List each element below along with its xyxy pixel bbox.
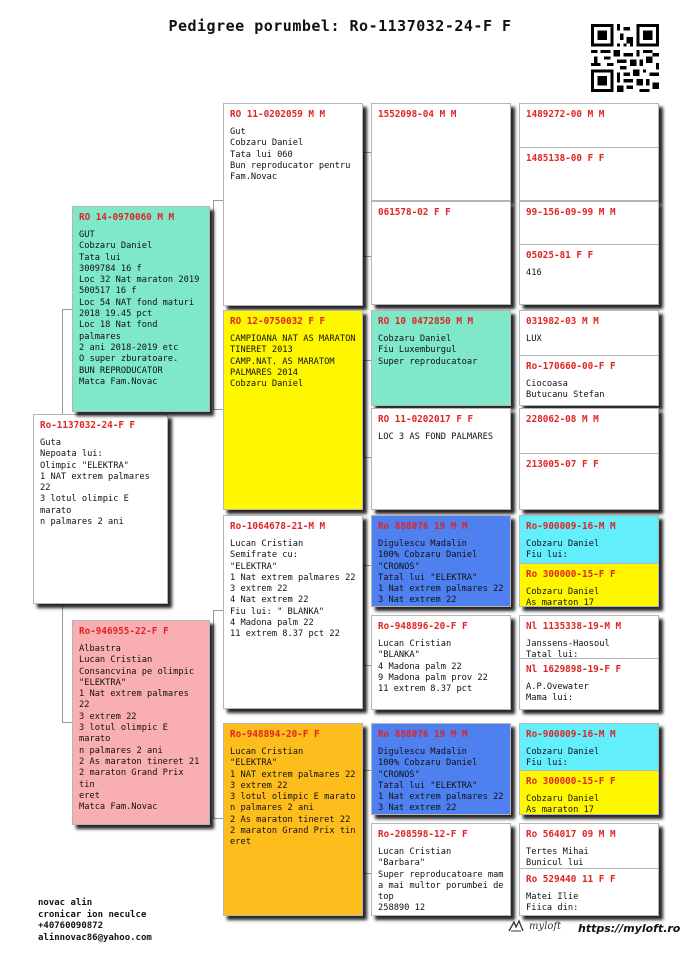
pigeon-notes: Cobzaru Daniel As maraton 17 <box>526 587 600 606</box>
pigeon-notes: Cobzaru Daniel Fiu lui: <box>526 539 600 561</box>
connector-line <box>213 610 223 611</box>
ring-number: 031982-03 M M <box>526 316 599 327</box>
ring-number: Ro-948896-20-F F <box>378 621 468 632</box>
pigeon-notes: Digulescu Madalin 100% Cobzaru Daniel "CRONOS" Tatal lui "ELEKTRA" 1 Nat extrem palmares 22 3 Nat extrem 22 <box>378 747 504 814</box>
pigeon-notes: Tertes Mihai Bunicul lui <box>526 847 589 868</box>
grandparent-card <box>223 310 363 510</box>
gen4-pair-card <box>519 408 659 510</box>
ring-number: Ro-900009-16-M M <box>526 729 616 740</box>
pigeon-notes: Cobzaru Daniel Fiu lui: <box>526 747 600 769</box>
connector-line <box>213 818 223 819</box>
owner-contact: novac alin cronicar ion neculce +40760090872 alinnovac86@yahoo.com <box>38 898 152 943</box>
great-grandparent-card <box>371 615 511 710</box>
pigeon-notes: CAMPIOANA NAT AS MARATON TINERET 2013 CAMP.NAT. AS MARATOM PALMARES 2014 Cobzaru Daniel <box>230 334 356 390</box>
gen4-pair-card <box>519 103 659 201</box>
pigeon-notes: Lucan Cristian Semifrate cu: "ELEKTRA" 1 Nat extrem palmares 22 3 extrem 22 4 Nat extrem 22 Fiu lui: " BLANKA" 4 Madona palm 22 11 extrem 8.37 pct 22 <box>230 539 356 640</box>
pigeon-notes: Lucan Cristian "Barbara" Super reproducatoare mam a mai multor porumbei de top 258890 12 <box>378 847 504 914</box>
pigeon-notes: LOC 3 AS FOND PALMARES <box>378 432 494 442</box>
pigeon-notes: Guta Nepoata lui: Olimpic "ELEKTRA" 1 NAT extrem palmares 22 3 lotul olimpic E marato n palmares 2 ani <box>40 438 150 528</box>
dam-card <box>72 620 210 825</box>
ring-number: Ro 300000-15-F F <box>526 569 616 580</box>
connector-line <box>363 873 371 874</box>
gen4-pair-card <box>519 515 659 607</box>
pigeon-notes: 416 <box>526 268 542 278</box>
connector-line <box>213 200 223 201</box>
ring-number: Ro-948894-20-F F <box>230 729 320 740</box>
connector-line <box>363 770 371 771</box>
pigeon-notes: Janssens-Haosoul Tatal lui: <box>526 639 610 658</box>
ring-number: 061578-02 F F <box>378 207 451 218</box>
pigeon-notes: Albastra Lucan Cristian Consancvina pe olimpic "ELEKTRA" 1 Nat extrem palmares 22 3 extrem 22 3 lotul olimpic E marato n palmares 2 ani 2 As maraton tineret 21 2 maraton Grand Prix tin eret Matca Fam.Novac <box>79 644 200 813</box>
great-grandparent-card <box>371 515 511 607</box>
page-title: Pedigree porumbel: Ro-1137032-24-F F <box>168 17 512 35</box>
great-grandparent-card <box>371 723 511 815</box>
ring-number: Nl 1629898-19-F F <box>526 664 622 675</box>
pigeon-notes: Gut Cobzaru Daniel Tata lui 060 Bun reproducator pentru Fam.Novac <box>230 127 351 183</box>
myloft-logo-icon <box>508 919 524 933</box>
ring-number: Ro 300000-15-F F <box>526 776 616 787</box>
connector-line <box>363 770 364 873</box>
ring-number: Ro-946955-22-F F <box>79 626 169 637</box>
sire-card <box>72 206 210 412</box>
gen4-pair-card <box>519 823 659 916</box>
brand-name: myloft <box>529 920 562 932</box>
ring-number: RO 12-0750032 F F <box>230 316 326 327</box>
pigeon-notes: GUT Cobzaru Daniel Tata lui 3009784 16 f Loc 32 Nat maraton 2019 500517 16 f Loc 54 NAT fond maturi 2018 19.45 pct Loc 18 Nat fond palmares 2 ani 2018-2019 etc O super zburatoare. BUN REPRODUCATOR Matca Fam.Novac <box>79 230 200 387</box>
ring-number: 1489272-00 M M <box>526 109 605 120</box>
ring-number: 99-156-09-99 M M <box>526 207 616 218</box>
connector-line <box>62 722 72 723</box>
brand-logo <box>508 919 561 933</box>
ring-number: RO 10 0472850 M M <box>378 316 474 327</box>
ring-number: Ro-900009-16-M M <box>526 521 616 532</box>
great-grandparent-card <box>371 823 511 916</box>
connector-line <box>363 565 364 665</box>
connector-line <box>62 309 72 310</box>
pigeon-notes: Matei Ilie Fiica din: <box>526 892 579 914</box>
ring-number: 213005-07 F F <box>526 459 599 470</box>
brand-url-link[interactable]: https://myloft.ro <box>578 922 681 935</box>
gen4-pair-card <box>519 723 659 815</box>
grandparent-card <box>223 515 363 709</box>
ring-number: Ro 564017 09 M M <box>526 829 616 840</box>
ring-number: Ro 888076 19 M M <box>378 521 468 532</box>
ring-number: 1485138-00 F F <box>526 153 605 164</box>
connector-line <box>213 610 214 818</box>
ring-number: Ro 529440 11 F F <box>526 874 616 885</box>
gen4-pair-card <box>519 201 659 305</box>
connector-line <box>213 200 214 409</box>
ring-number: 228062-08 M M <box>526 414 599 425</box>
gen4-pair-card <box>519 310 659 406</box>
pigeon-notes: Lucan Cristian "BLANKA" 4 Madona palm 22 9 Madona palm prov 22 11 extrem 8.37 pct <box>378 639 488 695</box>
pigeon-notes: A.P.Ovewater Mama lui: <box>526 682 589 704</box>
connector-line <box>62 605 63 722</box>
grandparent-card <box>223 723 363 916</box>
great-grandparent-card <box>371 103 511 201</box>
connector-line <box>363 565 371 566</box>
qr-code-icon <box>591 24 659 92</box>
connector-line <box>62 309 63 417</box>
ring-number: Ro-1064678-21-M M <box>230 521 326 532</box>
ring-number: Ro-208598-12-F F <box>378 829 468 840</box>
connector-line <box>363 360 364 457</box>
grandparent-card <box>223 103 363 306</box>
pigeon-notes: LUX <box>526 334 542 344</box>
ring-number: Nl 1135338-19-M M <box>526 621 622 632</box>
ring-number: Ro-1137032-24-F F <box>40 420 136 431</box>
connector-line <box>363 152 371 153</box>
pigeon-notes: Digulescu Madalin 100% Cobzaru Daniel "CRONOS" Tatal lui "ELEKTRA" 1 Nat extrem palmares 22 3 Nat extrem 22 <box>378 539 504 606</box>
connector-line <box>363 256 371 257</box>
connector-line <box>363 152 364 256</box>
ring-number: RO 11-0202017 F F <box>378 414 474 425</box>
great-grandparent-card <box>371 201 511 305</box>
ring-number: Ro-170660-00-F F <box>526 361 616 372</box>
gen4-pair-card <box>519 615 659 710</box>
ring-number: 05025-81 F F <box>526 250 594 261</box>
ring-number: RO 14-0970060 M M <box>79 212 175 223</box>
ring-number: RO 11-0202059 M M <box>230 109 326 120</box>
great-grandparent-card <box>371 408 511 510</box>
pigeon-notes: Cobzaru Daniel Fiu Luxemburgul Super reproducatoar <box>378 334 478 367</box>
connector-line <box>363 665 371 666</box>
ring-number: Ro 888076 19 M M <box>378 729 468 740</box>
ring-number: 1552098-04 M M <box>378 109 457 120</box>
pigeon-notes: Cobzaru Daniel As maraton 17 <box>526 794 600 814</box>
connector-line <box>363 360 371 361</box>
subject-pigeon-card <box>33 414 168 604</box>
pigeon-notes: Lucan Cristian "ELEKTRA" 1 NAT extrem palmares 22 3 extrem 22 3 lotul olimpic E marato n palmares 2 ani 2 As maraton tineret 22 2 maraton Grand Prix tin eret <box>230 747 356 848</box>
great-grandparent-card <box>371 310 511 406</box>
connector-line <box>213 409 223 410</box>
pigeon-notes: Ciocoasa Butucanu Stefan <box>526 379 605 401</box>
connector-line <box>363 457 371 458</box>
